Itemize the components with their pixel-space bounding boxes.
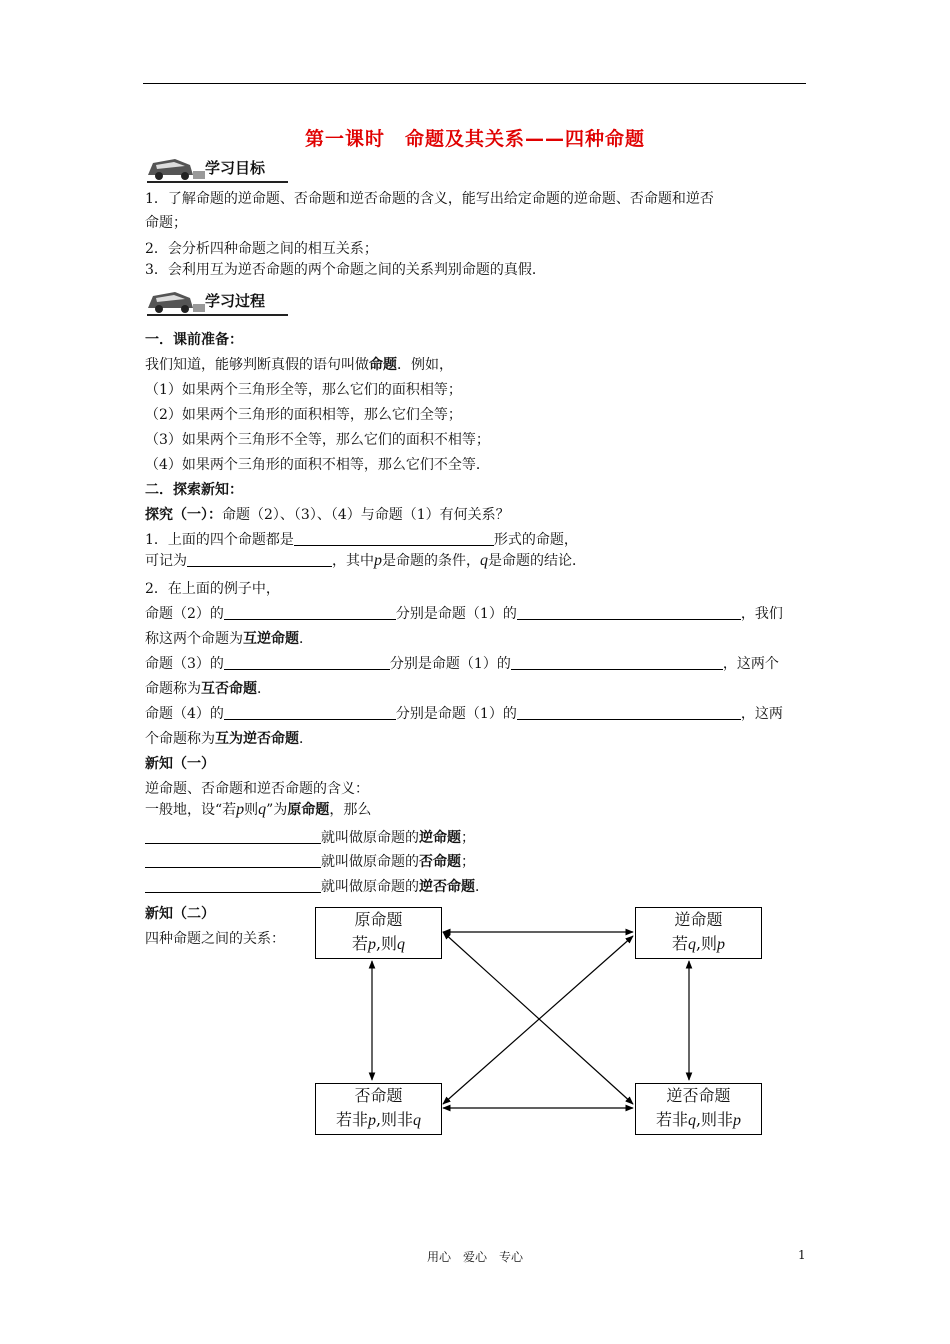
page-title: 第一课时 命题及其关系——四种命题 (304, 128, 645, 150)
text: 命题（3）的 (145, 656, 224, 672)
text: ． (299, 731, 313, 747)
text: ,则 (375, 934, 398, 953)
term-original: 原命题 (287, 802, 330, 818)
text: 就叫做原命题的 (321, 879, 419, 895)
text: 命题（4）的 (145, 706, 224, 722)
text: 就叫做原命题的 (321, 854, 419, 870)
box-converse-proposition (635, 907, 762, 959)
goals-header-label: 学习目标 (205, 159, 266, 177)
prop-3: （3）如果两个三角形不全等，那么它们的面积不相等； (145, 432, 490, 448)
text: 分别是命题（1）的 (389, 656, 511, 672)
text: 就叫做原命题的 (321, 830, 419, 846)
text: ”为 (266, 802, 288, 818)
goal-1a: 1．了解命题的逆命题、否命题和逆否命题的含义，能写出给定命题的逆命题、否命题和逆否 (145, 191, 714, 207)
var-q: q (687, 1112, 696, 1129)
explore-heading: 二．探索新知： (145, 482, 243, 498)
text: 分别是命题（1）的 (395, 706, 517, 722)
term-contrapositive: 互为逆否命题 (215, 731, 299, 747)
text: 若 (671, 934, 688, 953)
text: 命题（2）的 (145, 606, 224, 622)
var-p: p (374, 552, 382, 569)
box-formula (316, 1108, 441, 1133)
box-title: 逆否命题 (666, 1086, 731, 1105)
text: 若 (351, 934, 368, 953)
prop-1: （1）如果两个三角形全等，那么它们的面积相等； (145, 382, 462, 398)
text: ,则非 (695, 1110, 734, 1129)
new-knowledge-1-heading: 新知（一） (145, 756, 215, 772)
goal-2: 2．会分析四种命题之间的相互关系； (145, 241, 378, 257)
text: 形式的命题， (493, 532, 578, 548)
box-contrapositive-proposition (635, 1083, 762, 1135)
text: 是命题的结论． (488, 553, 586, 569)
page-number: 1 (798, 1248, 806, 1262)
text: 则 (244, 802, 259, 818)
text: ； (461, 830, 475, 846)
prop-4: （4）如果两个三角形的面积不相等，那么它们不全等． (145, 457, 490, 473)
text: ,则 (695, 934, 718, 953)
var-p: p (367, 936, 376, 953)
text: 1．上面的四个命题都是 (145, 532, 294, 548)
term-converse: 逆命题 (419, 830, 461, 846)
text: ，那么 (329, 802, 372, 818)
prop-2: （2）如果两个三角形的面积相等，那么它们全等； (145, 407, 462, 423)
var-q: q (258, 801, 267, 818)
text: ． (299, 631, 313, 647)
var-p: p (367, 1112, 376, 1129)
text: 是命题的条件， (382, 553, 480, 569)
box-formula (316, 932, 441, 957)
term-contrapositive: 逆否命题 (419, 879, 475, 895)
text: ． (475, 879, 489, 895)
text: ,则非 (375, 1110, 414, 1129)
text: 称这两个命题为 (145, 631, 243, 647)
text: 命题称为 (145, 681, 201, 697)
term-inverse: 否命题 (419, 854, 461, 870)
new-knowledge-1-line-1: 逆命题、否命题和逆否命题的含义： (145, 781, 369, 797)
text: 个命题称为 (145, 731, 215, 747)
box-title: 原命题 (354, 910, 403, 929)
explore-line-3: 2．在上面的例子中， (145, 581, 280, 597)
box-title: 否命题 (354, 1086, 403, 1105)
goal-3: 3．会利用互为逆否命题的两个命题之间的关系判别命题的真假． (145, 262, 546, 278)
text: 若非 (655, 1110, 688, 1129)
explore-question-label: 探究（一）： (145, 507, 222, 523)
text: ； (461, 854, 475, 870)
var-q: q (397, 936, 406, 953)
new-knowledge-2-heading: 新知（二） (145, 906, 215, 922)
text: ，其中 (332, 553, 374, 569)
var-q: q (687, 936, 696, 953)
prep-heading: 一．课前准备： (145, 332, 243, 348)
prep-intro-text: 我们知道，能够判断真假的语句叫做 (145, 357, 369, 373)
box-title: 逆命题 (674, 910, 723, 929)
new-knowledge-2-line-1: 四种命题之间的关系： (145, 931, 285, 947)
var-p: p (717, 936, 726, 953)
box-formula (636, 1108, 761, 1133)
box-original-proposition (315, 907, 442, 959)
term-converse: 互逆命题 (243, 631, 299, 647)
text: ，这两 (740, 706, 783, 722)
text: 可记为 (145, 553, 187, 569)
var-p: p (733, 1112, 742, 1129)
var-q: q (480, 552, 488, 569)
box-formula (636, 932, 761, 957)
term-inverse: 互否命题 (201, 681, 257, 697)
var-p: p (236, 801, 245, 818)
var-q: q (413, 1112, 422, 1129)
text: ，我们 (740, 606, 783, 622)
term-proposition: 命题 (369, 357, 397, 373)
text: ，这两个 (722, 656, 779, 672)
text: 一般地，设“若 (145, 802, 237, 818)
text: 分别是命题（1）的 (395, 606, 517, 622)
text: ． (257, 681, 271, 697)
page-footer: 用心 爱心 专心 (426, 1250, 523, 1264)
explore-question-text: 命题（2）、（3）、（4）与命题（1）有何关系？ (222, 507, 510, 523)
text: 若非 (335, 1110, 368, 1129)
process-header-label: 学习过程 (205, 292, 266, 310)
goal-1b: 命题； (145, 215, 187, 231)
box-inverse-proposition (315, 1083, 442, 1135)
prep-intro-tail: ．例如， (397, 357, 453, 373)
